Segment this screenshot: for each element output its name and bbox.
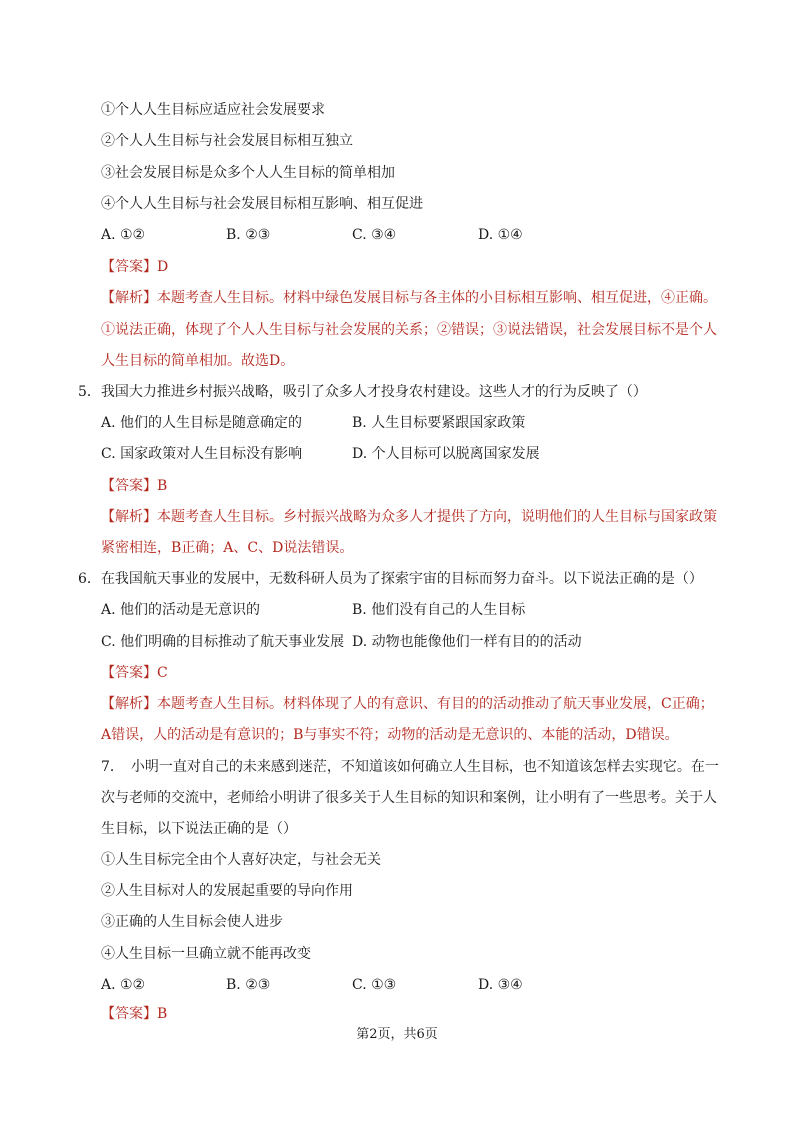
- q5-analysis-line-1: [101, 507, 717, 527]
- q7-stem-line-1: 7． 小明一直对自己的未来感到迷茫，不知道该如何确立人生目标，也不知道该怎样去实现它。在一: [101, 759, 719, 775]
- q7-option-a: A. ①②: [101, 977, 146, 993]
- q4-option-d: D. ①④: [478, 227, 523, 243]
- q4-analysis-line-2: ①说法正确，体现了个人人生目标与社会发展的关系；②错误；③说法错误，社会发展目标不是个人: [101, 322, 717, 338]
- page-footer: 第2页，共6页: [356, 1027, 438, 1042]
- q4-item-1: ①个人人生目标应适应社会发展要求: [101, 102, 325, 118]
- q7-item-2: ②人生目标对人的发展起重要的导向作用: [101, 883, 353, 899]
- answer-label: 【答案】: [101, 1006, 157, 1022]
- q5-option-a: A. 他们的人生目标是随意确定的: [101, 415, 303, 431]
- q6-option-c: C. 他们明确的目标推动了航天事业发展: [101, 634, 345, 650]
- q7-item-3: ③正确的人生目标会使人进步: [101, 914, 283, 930]
- q4-option-b: B. ②③: [226, 227, 271, 243]
- q4-item-3: ③社会发展目标是众多个人人生目标的简单相加: [101, 165, 395, 181]
- q7-option-b: B. ②③: [226, 977, 271, 993]
- q6-option-b: B. 他们没有自己的人生目标: [352, 602, 526, 618]
- analysis-text: 本题考查人生目标。乡村振兴战略为众多人才提供了方向，说明他们的人生目标与国家政策: [157, 509, 717, 525]
- q6-analysis-line-1: [101, 694, 714, 714]
- q5-answer: [101, 476, 167, 496]
- q5-option-d: D. 个人目标可以脱离国家发展: [352, 446, 540, 462]
- answer-label: 【答案】: [101, 478, 157, 494]
- answer-value: D: [157, 259, 169, 275]
- q7-item-1: ①人生目标完全由个人喜好决定，与社会无关: [101, 852, 381, 868]
- q7-option-d: D. ③④: [478, 977, 523, 993]
- q7-answer: [101, 1004, 167, 1024]
- q7-stem-line-2: 次与老师的交流中，老师给小明讲了很多关于人生目标的知识和案例，让小明有了一些思考。关于人: [101, 790, 717, 806]
- q6-option-a: A. 他们的活动是无意识的: [101, 602, 261, 618]
- q7-stem-line-3: 生目标，以下说法正确的是（）: [101, 821, 297, 837]
- q5-option-c: C. 国家政策对人生目标没有影响: [101, 446, 303, 462]
- q6-answer: [101, 663, 168, 683]
- q6-stem: 6．在我国航天事业的发展中，无数科研人员为了探索宇宙的目标而努力奋斗。以下说法正确的是（）: [78, 571, 703, 587]
- q4-item-4: ④个人人生目标与社会发展目标相互影响、相互促进: [101, 196, 423, 212]
- q4-option-c: C. ③④: [352, 227, 397, 243]
- q5-stem: 5．我国大力推进乡村振兴战略，吸引了众多人才投身农村建设。这些人才的行为反映了（）: [78, 384, 647, 400]
- q5-option-b: B. 人生目标要紧跟国家政策: [352, 415, 526, 431]
- q7-item-4: ④人生目标一旦确立就不能再改变: [101, 946, 311, 962]
- q4-option-a: A. ①②: [101, 227, 146, 243]
- analysis-text: 本题考查人生目标。材料中绿色发展目标与各主体的小目标相互影响、相互促进，④正确。: [157, 290, 717, 306]
- q4-item-2: ②个人人生目标与社会发展目标相互独立: [101, 133, 353, 149]
- answer-value: B: [157, 478, 168, 494]
- q6-analysis-line-2: A错误，人的活动是有意识的；B与事实不符；动物的活动是无意识的、本能的活动，D错误。: [101, 727, 679, 743]
- q4-answer: [101, 257, 168, 277]
- answer-label: 【答案】: [101, 259, 157, 275]
- q4-analysis-line-1: [101, 288, 717, 308]
- answer-value: B: [157, 1006, 168, 1022]
- q6-option-d: D. 动物也能像他们一样有目的的活动: [352, 634, 582, 650]
- q5-analysis-line-2: 紧密相连，B正确；A、C、D说法错误。: [101, 540, 354, 556]
- q7-option-c: C. ①③: [352, 977, 397, 993]
- answer-label: 【答案】: [101, 665, 157, 681]
- q4-analysis-line-3: 人生目标的简单相加。故选D。: [101, 353, 295, 369]
- analysis-label: 【解析】: [101, 696, 157, 712]
- analysis-text: 本题考查人生目标。材料体现了人的有意识、有目的的活动推动了航天事业发展，C正确；: [157, 696, 714, 712]
- answer-value: C: [157, 665, 168, 681]
- analysis-label: 【解析】: [101, 509, 157, 525]
- analysis-label: 【解析】: [101, 290, 157, 306]
